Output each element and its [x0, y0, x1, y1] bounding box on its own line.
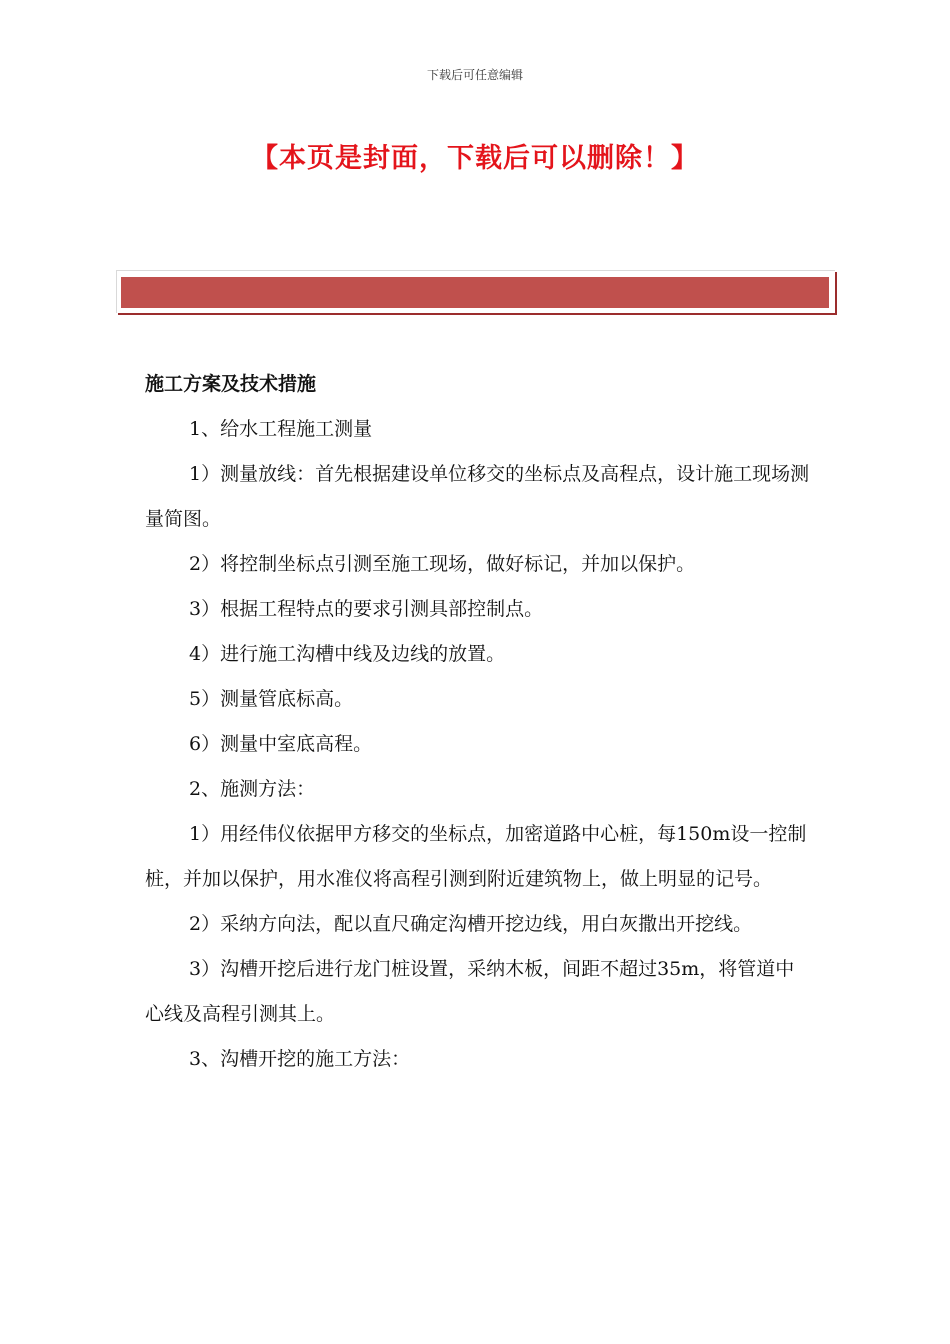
section-title: 施工方案及技术措施 — [145, 373, 317, 395]
decorative-banner — [116, 270, 835, 313]
paragraph: 1、给水工程施工测量 — [189, 418, 373, 440]
header-note: 下载后可任意编辑 — [426, 68, 523, 82]
paragraph: 1）用经伟仪依据甲方移交的坐标点，加密道路中心桩，每150m设一控制桩，并加以保护，用水准仪将高程引测到附近建筑物上，做上明显的记号。 — [145, 823, 807, 890]
paragraph: 1）测量放线：首先根据建设单位移交的坐标点及高程点，设计施工现场测量简图。 — [145, 463, 810, 530]
banner-fill — [121, 277, 829, 308]
cover-notice: 【本页是封面，下载后可以删除！】 — [251, 143, 699, 174]
paragraph: 3）根据工程特点的要求引测具部控制点。 — [189, 598, 544, 620]
paragraph: 2、施测方法： — [189, 778, 316, 800]
paragraph: 5）测量管底标高。 — [189, 688, 354, 710]
paragraph: 2）采纳方向法，配以直尺确定沟槽开挖边线，用白灰撒出开挖线。 — [189, 913, 753, 935]
document-body — [145, 362, 810, 1082]
paragraph: 6）测量中室底高程。 — [189, 733, 373, 755]
paragraph: 3）沟槽开挖后进行龙门桩设置，采纳木板，间距不超过35m，将管道中心线及高程引测其上。 — [145, 958, 795, 1025]
paragraph: 2）将控制坐标点引测至施工现场，做好标记，并加以保护。 — [189, 553, 696, 575]
paragraph: 3、沟槽开挖的施工方法： — [189, 1048, 411, 1070]
paragraph: 4）进行施工沟槽中线及边线的放置。 — [189, 643, 506, 665]
